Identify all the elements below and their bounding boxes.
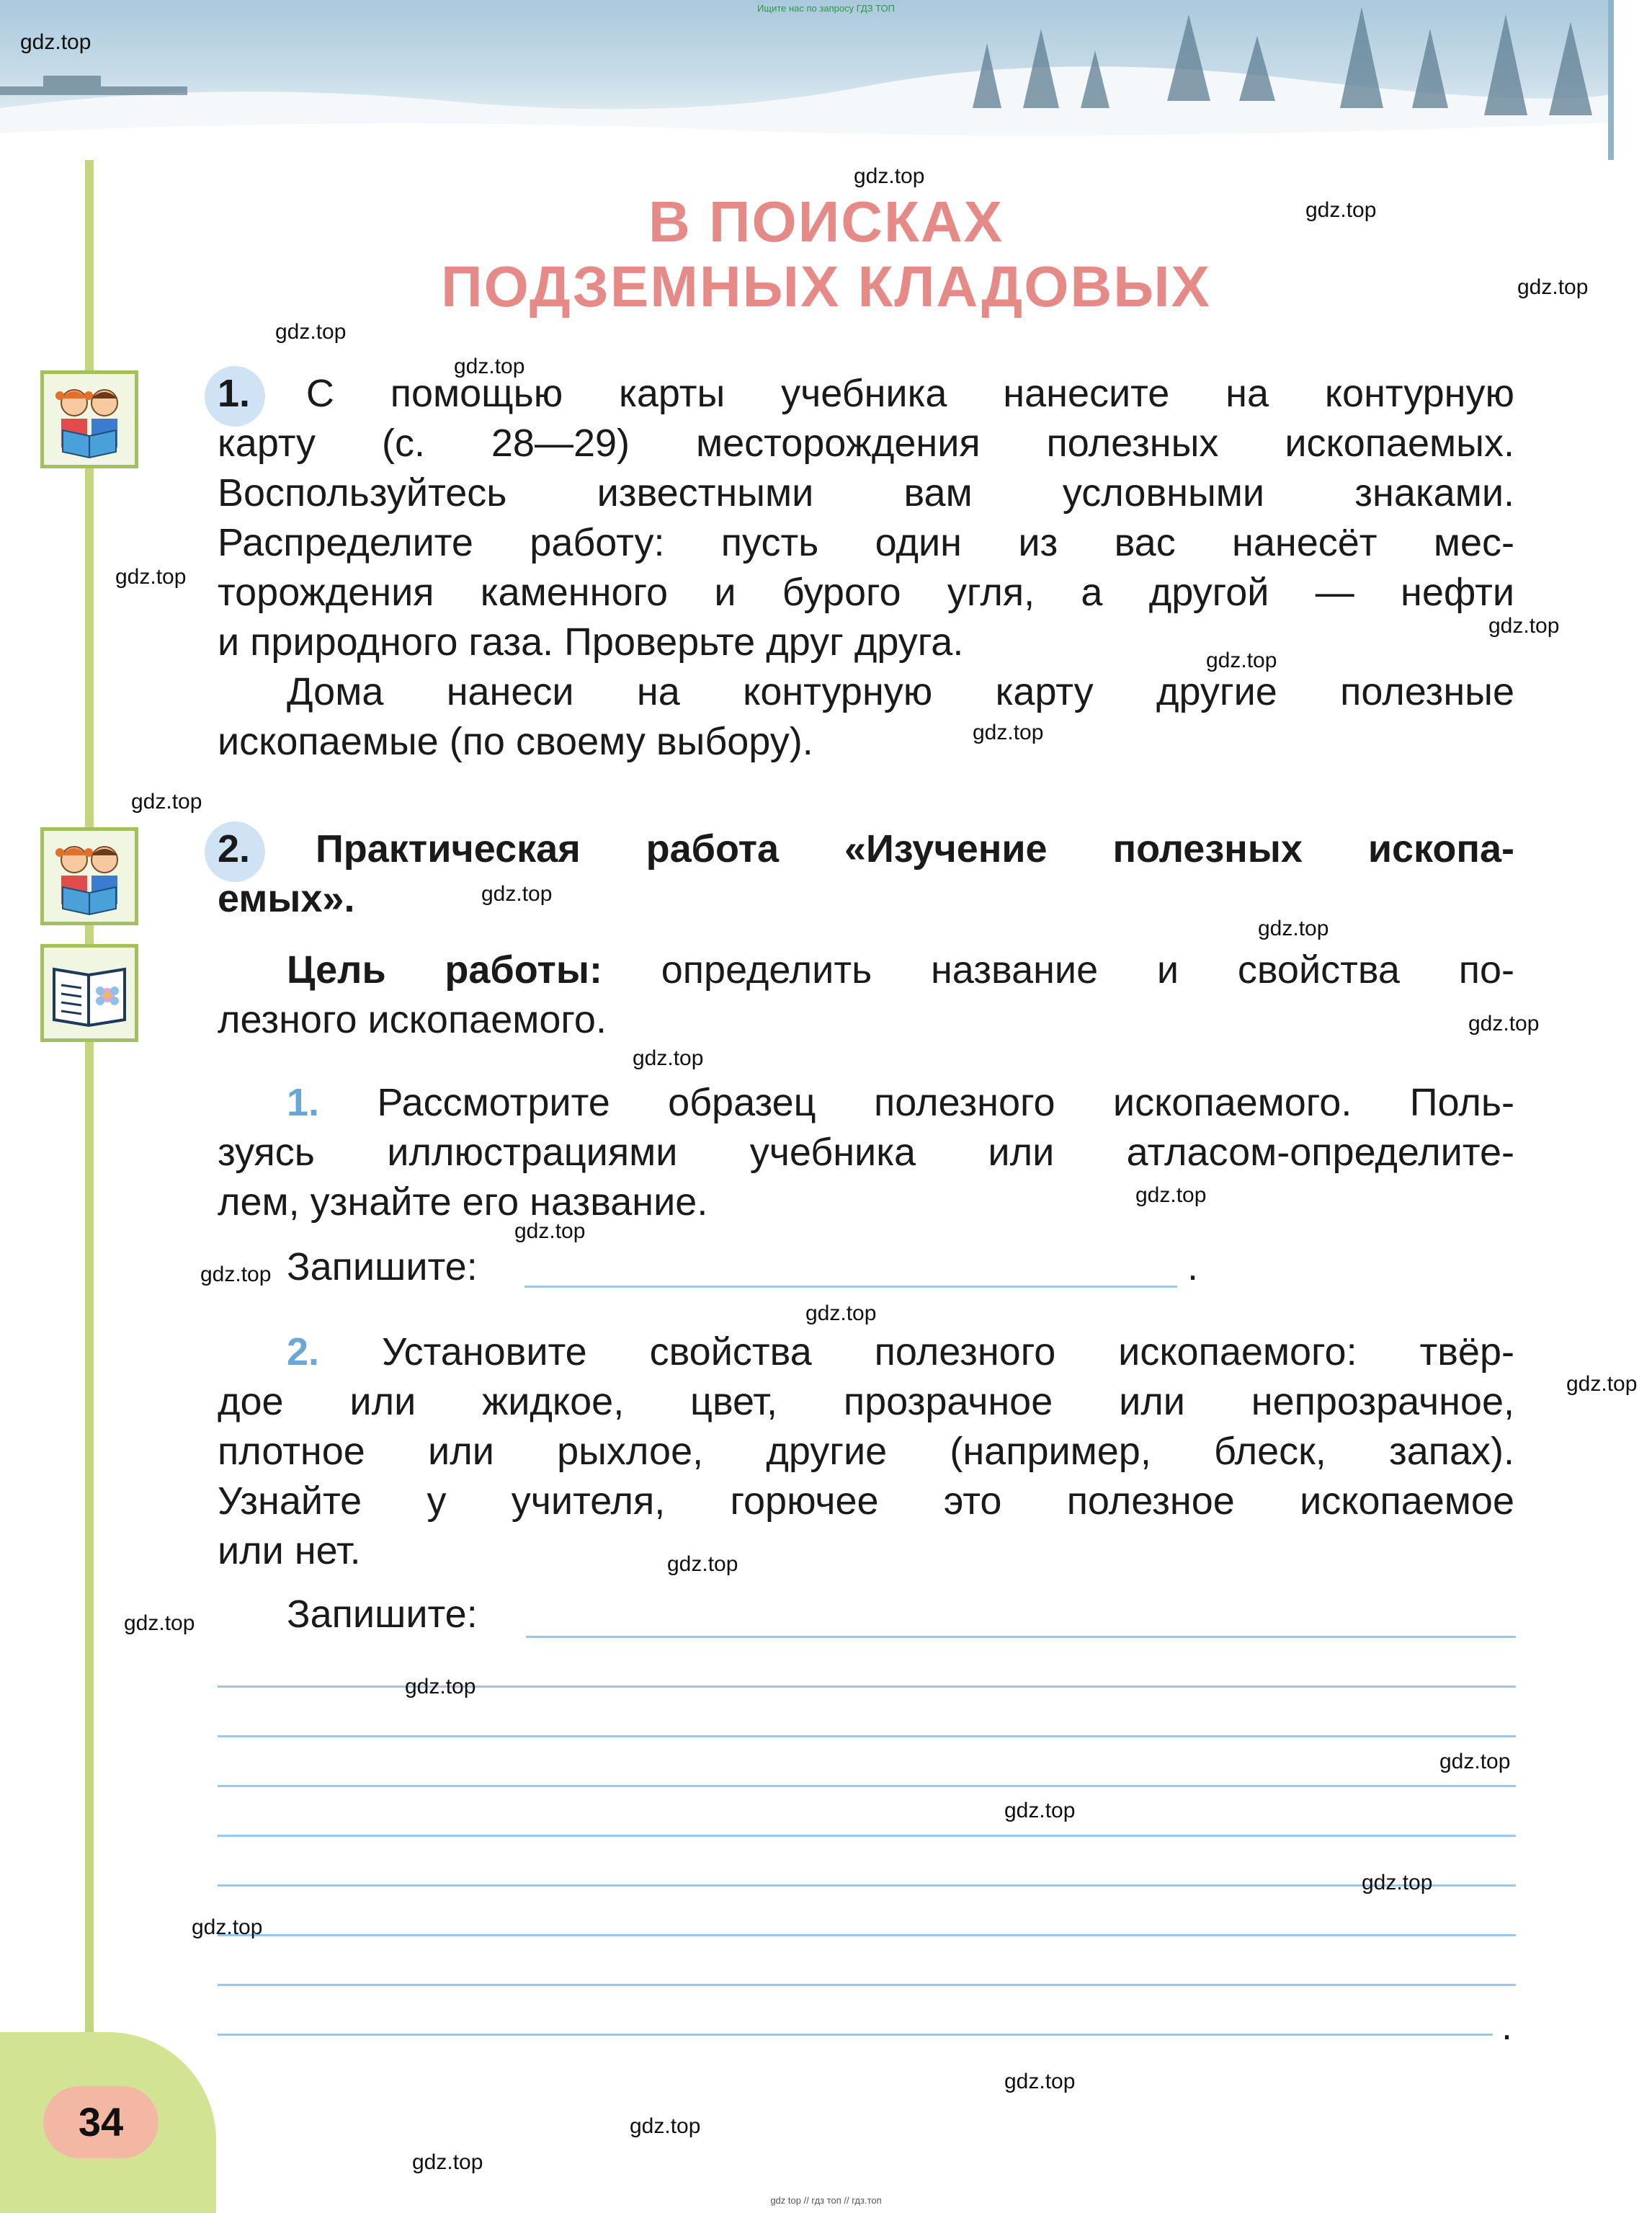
task-1-line: и природного газа. Проверьте друг друга. — [218, 620, 964, 664]
task-2-title-line — [218, 824, 1514, 874]
step-1-line: лем, узнайте его название. — [218, 1180, 708, 1224]
header-winter-landscape — [0, 0, 1614, 160]
task-2 — [218, 824, 1514, 874]
step-2-line: Узнайте у учителя, горючее это полезное ископаемое — [218, 1479, 1514, 1523]
watermark: gdz.top — [200, 1263, 272, 1286]
watermark: gdz.top — [630, 2114, 701, 2138]
step-2-end-mark: . — [1501, 2005, 1513, 2048]
watermark: gdz.top — [412, 2150, 483, 2174]
goal-text: определить название и свойства по- — [661, 948, 1514, 992]
reading-children-icon — [40, 827, 138, 925]
watermark: gdz.top — [275, 320, 347, 344]
watermark: gdz.top — [1206, 649, 1277, 672]
task-1-line: торождения каменного и бурого угля, а другой — нефти — [218, 571, 1514, 614]
watermark: gdz.top — [405, 1675, 476, 1698]
watermark: gdz.top — [1362, 1871, 1433, 1894]
watermark: gdz.top — [1305, 198, 1377, 222]
step-2-line: плотное или рыхлое, другие (например, блеск, запах). — [218, 1430, 1514, 1473]
task-1 — [218, 369, 1514, 419]
task-1-home-line: Дома нанеси на контурную карту другие полезные — [287, 670, 1514, 713]
step-2-answer-line[interactable] — [218, 1934, 1516, 1936]
step-1-end-mark: . — [1187, 1245, 1199, 1288]
step-2-answer-line[interactable] — [218, 1984, 1516, 1986]
task-2-title-line: емых». — [218, 877, 355, 920]
reading-children-icon — [40, 370, 138, 468]
task-1-text: С помощью карты учебника нанесите на контурную — [305, 372, 1514, 415]
step-1-line: зуясь иллюстрациями учебника или атласом-определите- — [218, 1131, 1514, 1174]
step-1-line — [287, 1078, 1514, 1128]
watermark: gdz.top — [633, 1046, 704, 1070]
watermark: gdz.top — [1004, 2070, 1076, 2093]
watermark: gdz.top — [20, 30, 91, 54]
watermark: gdz.top — [131, 790, 202, 814]
watermark: gdz.top — [1439, 1750, 1511, 1773]
task-1-number: 1. — [218, 372, 251, 415]
watermark: gdz.top — [192, 1915, 263, 1939]
task-1-home-line: ископаемые (по своему выбору). — [218, 720, 813, 763]
task-1-line: Воспользуйтесь известными вам условными знаками. — [218, 471, 1514, 515]
page-number: 34 — [43, 2086, 158, 2158]
goal-line — [287, 945, 1514, 995]
watermark: gdz.top — [1517, 275, 1589, 299]
watermark: gdz.top — [1468, 1012, 1540, 1036]
step-1-answer-line[interactable] — [524, 1286, 1177, 1288]
step-1-text: Рассмотрите образец полезного ископаемого. Поль- — [377, 1081, 1514, 1124]
step-2-answer-line[interactable] — [526, 1636, 1516, 1638]
task-2-title: Практическая работа «Изучение полезных ископа- — [315, 827, 1514, 870]
step-2-line — [287, 1327, 1514, 1377]
step-2-line: дое или жидкое, цвет, прозрачное или непрозрачное, — [218, 1380, 1514, 1423]
watermark: gdz.top — [1135, 1183, 1207, 1207]
watermark: gdz.top — [481, 882, 553, 906]
step-2-line: или нет. — [218, 1529, 361, 1572]
task-2-number: 2. — [218, 827, 251, 870]
goal-label: Цель работы: — [287, 948, 602, 992]
task-1-line: карту (с. 28—29) месторождения полезных ископаемых. — [218, 422, 1514, 465]
watermark: gdz.top — [115, 565, 187, 589]
book-icon — [40, 944, 138, 1042]
top-note: Ищите нас по запросу ГДЗ ТОП — [757, 3, 895, 14]
bottom-note: gdz top // гдз топ // гдз.топ — [770, 2195, 882, 2206]
step-2-answer-line[interactable] — [218, 1835, 1516, 1837]
page-title-line1: В ПОИСКАХ — [648, 190, 1004, 254]
page-title-line2: ПОДЗЕМНЫХ КЛАДОВЫХ — [441, 254, 1211, 319]
watermark: gdz.top — [1488, 614, 1560, 638]
watermark: gdz.top — [514, 1219, 586, 1243]
watermark: gdz.top — [1258, 917, 1329, 940]
watermark: gdz.top — [1566, 1372, 1638, 1396]
step-2-write-label: Запишите: — [287, 1593, 478, 1636]
goal-line: лезного ископаемого. — [218, 998, 607, 1041]
step-2-answer-line[interactable] — [218, 2034, 1493, 2036]
watermark: gdz.top — [124, 1611, 195, 1635]
step-1-write-label: Запишите: — [287, 1245, 478, 1288]
watermark: gdz.top — [973, 721, 1044, 744]
step-2-answer-line[interactable] — [218, 1884, 1516, 1887]
step-2-text: Установите свойства полезного ископаемого: твёр- — [381, 1330, 1514, 1373]
watermark: gdz.top — [805, 1301, 877, 1325]
watermark: gdz.top — [1004, 1799, 1076, 1822]
step-2-answer-line[interactable] — [218, 1785, 1516, 1787]
watermark: gdz.top — [667, 1552, 738, 1576]
step-2-answer-line[interactable] — [218, 1735, 1516, 1737]
watermark: gdz.top — [854, 164, 925, 188]
step-1-number: 1. — [287, 1081, 320, 1124]
task-1-line: Распределите работу: пусть один из вас нанесёт мес- — [218, 521, 1514, 564]
watermark: gdz.top — [454, 355, 525, 378]
task-1-line — [218, 369, 1514, 419]
step-2-number: 2. — [287, 1330, 320, 1373]
